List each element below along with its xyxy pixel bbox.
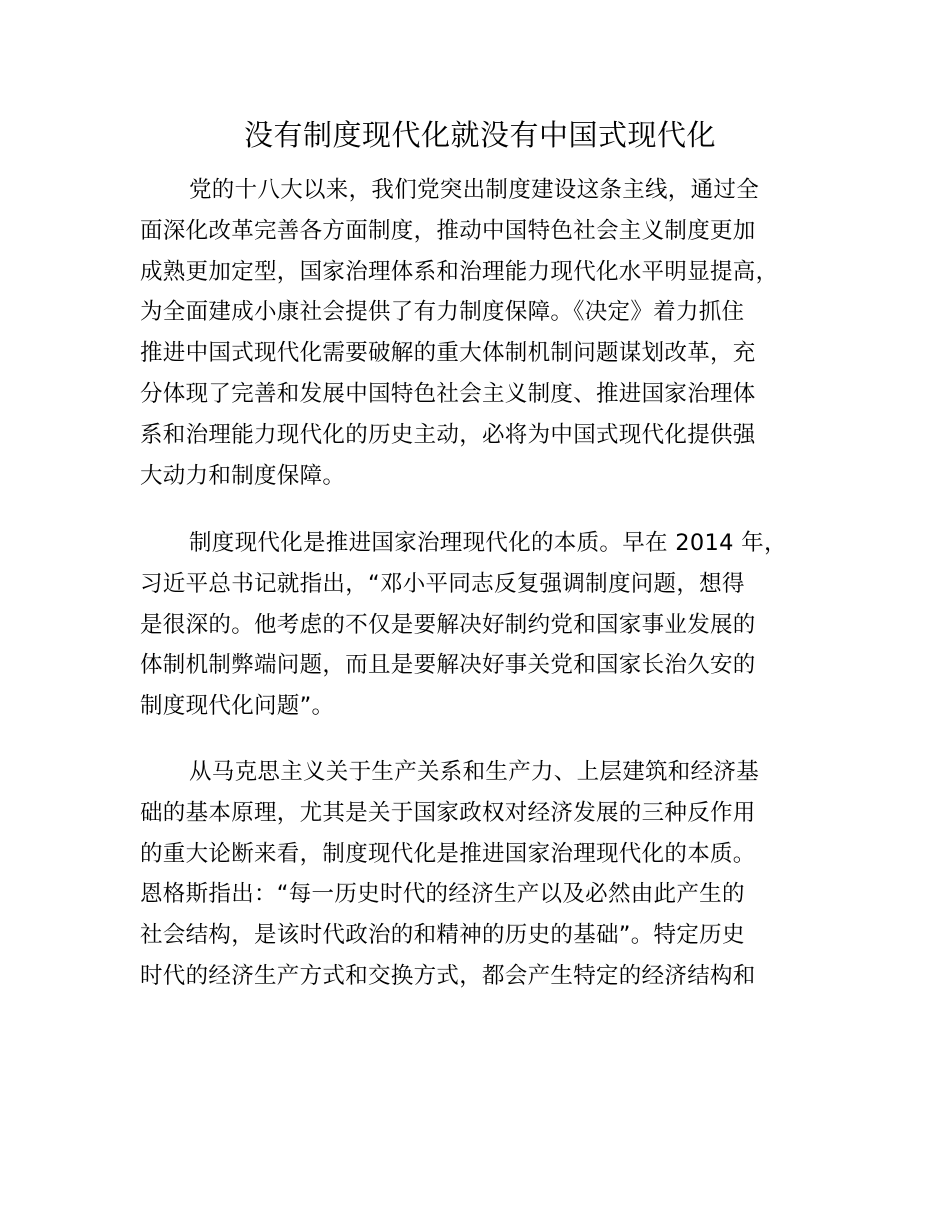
text-line: 习近平总书记就指出，“邓小平同志反复强调制度问题，想得 [140,570,745,597]
text-line: 恩格斯指出：“每一历史时代的经济生产以及必然由此产生的 [140,881,745,908]
text-line: 大动力和制度保障。 [140,462,346,489]
text-line: 为全面建成小康社会提供了有力制度保障。《决定》着力抓住 [140,299,745,326]
text-line: 系和治理能力现代化的历史主动，必将为中国式现代化提供强 [140,421,756,448]
paragraph-1 [140,170,820,496]
text-line: 分体现了完善和发展中国特色社会主义制度、推进国家治理体 [140,380,756,407]
text-line: 的重大论断来看，制度现代化是推进国家治理现代化的本质。 [140,840,756,867]
paragraph-3 [140,752,820,997]
text-line: 制度现代化问题”。 [140,693,335,720]
text-line: 时代的经济生产方式和交换方式，都会产生特定的经济结构和 [140,962,756,989]
paragraph-2 [140,523,820,727]
text-line: 制度现代化是推进国家治理现代化的本质。早在 2014 年， [189,530,787,556]
text-line: 面深化改革完善各方面制度，推动中国特色社会主义制度更加 [140,217,756,244]
document-title: 没有制度现代化就没有中国式现代化 [243,118,716,152]
text-line: 社会结构，是该时代政治的和精神的历史的基础”。特定历史 [140,922,745,949]
text-line: 是很深的。他考虑的不仅是要解决好制约党和国家事业发展的 [140,611,756,638]
text-line: 体制机制弊端问题，而且是要解决好事关党和国家长治久安的 [140,652,756,679]
text-line: 从马克思主义关于生产关系和生产力、上层建筑和经济基 [189,759,760,785]
text-line: 成熟更加定型，国家治理体系和治理能力现代化水平明显提高， [140,258,779,285]
text-line: 础的基本原理，尤其是关于国家政权对经济发展的三种反作用 [140,799,756,826]
text-line: 党的十八大以来，我们党突出制度建设这条主线，通过全 [189,177,760,203]
text-line: 推进中国式现代化需要破解的重大体制机制问题谋划改革，充 [140,340,756,367]
